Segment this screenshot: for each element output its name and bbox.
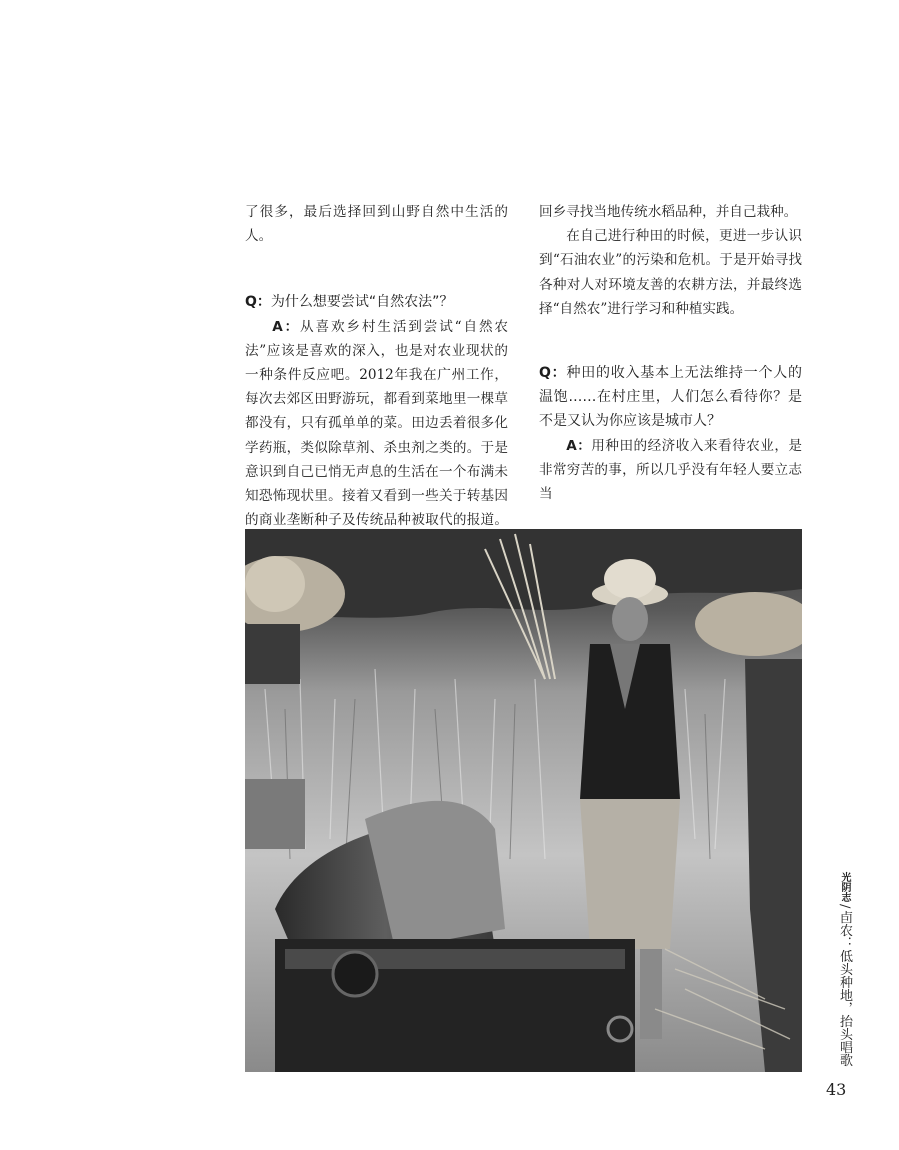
side-caption <box>830 872 854 1066</box>
paragraph-1: 回乡寻找当地传统水稻品种，并自己栽种。 <box>539 204 798 220</box>
answer-2-label: A： <box>566 437 592 454</box>
question-2-label: Q： <box>539 365 567 382</box>
article-title: 卣农：低头种地，抬头唱歌 <box>837 910 852 1067</box>
question-1-text: 为什么想要尝试“自然农法”？ <box>270 294 454 311</box>
question-2-text: 种田的收入基本上无法维持一个人的温饱……在村庄里，人们怎么看待你？是不是又认为你应该是城市人？ <box>539 365 803 430</box>
threshing-photo <box>245 529 802 1072</box>
answer-2-text: 用种田的经济收入来看待农业，是非常穷苦的事，所以几乎没有年轻人要立志当 <box>539 437 802 503</box>
answer-2 <box>539 434 802 507</box>
caption-separator: / <box>837 904 852 909</box>
answer-1 <box>245 315 508 557</box>
right-text-column <box>539 200 802 506</box>
answer-1-text: 从喜欢乡村生活到尝试“自然农法”应该是喜欢的深入，也是对农业现状的一种条件反应吧。2012年我在广州工作，每次去郊区田野游玩，都看到菜地里一棵草都没有，只有孤单单的菜。田边丢着很多化学药瓶，类似除草剂、杀虫剂之类的。于是意识到自己已悄无声息的生活在一个布满未知恐怖现状里。接着又看到一些关于转基因的商业垄断种子及传统品种被取代的报道。 <box>245 318 508 529</box>
intro-ending: 了很多，最后选择回到山野自然中生活的人。 <box>245 204 508 245</box>
left-text-column <box>245 200 508 557</box>
question-2 <box>539 361 802 434</box>
answer-1-label: A： <box>272 318 301 335</box>
question-1 <box>245 290 508 314</box>
paragraph-2: 在自己进行种田的时候，更进一步认识到“石油农业”的污染和危机。于是开始寻找各种对人对环境友善的农耕方法，并最终选择“自然农”进行学习和种植实践。 <box>539 228 802 317</box>
question-1-label: Q： <box>245 294 271 311</box>
magazine-name: 光阴志 <box>839 872 850 902</box>
page-number: 43 <box>826 1080 847 1099</box>
